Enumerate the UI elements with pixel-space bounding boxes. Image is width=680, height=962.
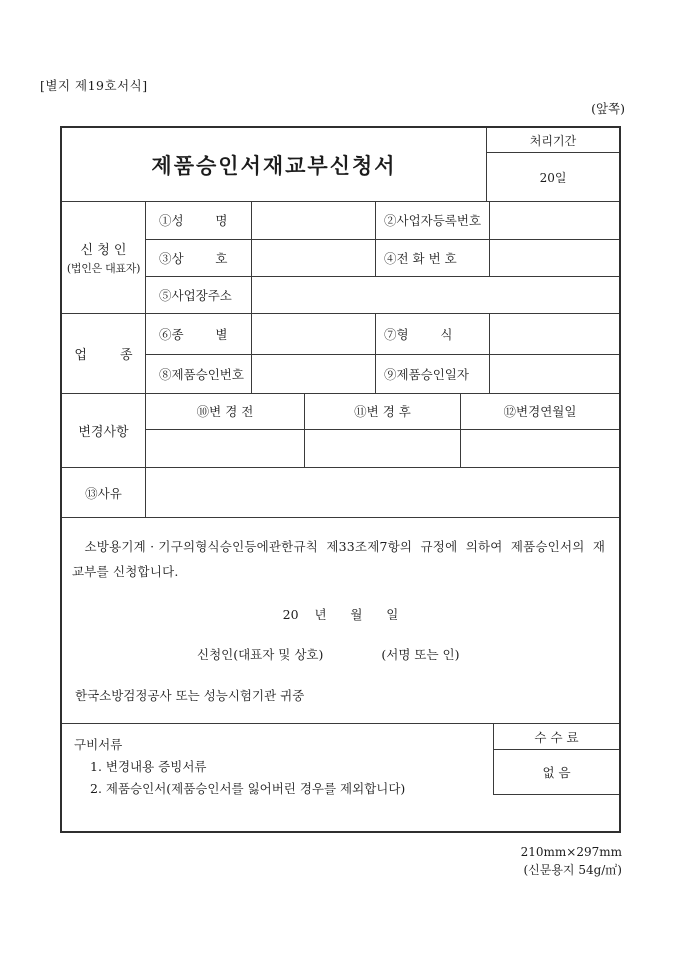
applicant-rows	[146, 202, 619, 313]
signature-gap	[323, 645, 381, 663]
attachments-section	[62, 723, 619, 831]
declaration-date-line: 20 년 월 일	[282, 607, 399, 622]
approval-no-label: ⑧제품승인번호	[146, 355, 252, 394]
form-title: 제품승인서재교부신청서	[151, 152, 397, 178]
processing-period-label: 처리기간	[487, 128, 619, 153]
phone-label: ④전 화 번 호	[376, 240, 490, 277]
address-label: ⑤사업장주소	[146, 277, 252, 313]
page-footer	[521, 843, 622, 879]
page-side-label: (앞쪽)	[591, 101, 625, 116]
business-row-category	[146, 314, 619, 354]
change-date-field	[461, 430, 619, 467]
model-field	[490, 314, 619, 354]
attachment-item: 2. 제품승인서(제품승인서를 잃어버린 경우를 제외합니다)	[90, 781, 406, 796]
business-section	[62, 313, 619, 393]
declaration-statement-line1: 소방용기계 · 기구의형식승인등에관한규칙 제33조제7항의 규정에 의하여 제품승인서의 재	[72, 539, 606, 554]
declaration-section	[62, 517, 619, 723]
attachments-title: 구비서류	[74, 737, 123, 752]
paper-spec-note: (신문용지 54g/㎡)	[523, 863, 622, 877]
trade-name-label: ③상 호	[146, 240, 252, 277]
processing-period-box	[486, 128, 619, 201]
model-label: ⑦형 식	[376, 314, 490, 354]
processing-period-value: 20일	[539, 170, 567, 185]
reason-section	[62, 467, 619, 517]
signature-line	[72, 645, 609, 663]
applicant-row-name	[146, 202, 619, 239]
business-rows	[146, 314, 619, 393]
approval-date-field	[490, 355, 619, 394]
changes-header-row	[146, 394, 619, 429]
business-row-header	[62, 314, 146, 393]
changes-rows	[146, 394, 619, 467]
declaration-statement-line2: 교부를 신청합니다.	[72, 564, 179, 579]
change-after-field	[305, 430, 461, 467]
applicant-section	[62, 201, 619, 313]
category-field	[252, 314, 376, 354]
change-before-field	[146, 430, 305, 467]
reason-field	[146, 468, 619, 517]
business-row-header-text: 업 종	[74, 348, 133, 363]
business-row-approval	[146, 354, 619, 394]
signer-label: 신청인(대표자 및 상호)	[197, 647, 324, 662]
fee-label: 수 수 료	[494, 724, 619, 750]
changes-section	[62, 393, 619, 467]
fee-box	[493, 724, 619, 795]
name-label: ①성 명	[146, 202, 252, 239]
recipient-line: 한국소방검정공사 또는 성능시험기관 귀중	[75, 688, 305, 703]
fee-value: 없 음	[542, 765, 571, 780]
applicant-row-trade-name	[146, 239, 619, 277]
application-form-table	[60, 126, 621, 833]
reason-label: ⑬사유	[62, 468, 146, 517]
business-reg-no-label: ②사업자등록번호	[376, 202, 490, 239]
phone-field	[490, 240, 619, 277]
category-label: ⑥종 별	[146, 314, 252, 354]
applicant-row-address	[146, 276, 619, 313]
sign-or-seal-note: (서명 또는 인)	[381, 647, 460, 662]
trade-name-field	[252, 240, 376, 277]
applicant-row-header-line2: (법인은 대표자)	[66, 262, 141, 275]
approval-date-label: ⑨제품승인일자	[376, 355, 490, 394]
change-before-label: ⑩변 경 전	[146, 394, 305, 429]
change-after-label: ⑪변 경 후	[305, 394, 461, 429]
applicant-row-header	[62, 202, 146, 313]
business-reg-no-field	[490, 202, 619, 239]
paper-size-note: 210mm×297mm	[520, 845, 622, 859]
changes-row-header-text: 변경사항	[78, 425, 129, 440]
changes-value-row	[146, 429, 619, 467]
form-code: [별지 제19호서식]	[40, 78, 148, 93]
address-field	[252, 277, 619, 313]
title-section	[62, 128, 619, 201]
applicant-row-header-line1: 신 청 인	[80, 243, 127, 258]
name-field	[252, 202, 376, 239]
changes-row-header	[62, 394, 146, 467]
attachment-item: 1. 변경내용 증빙서류	[90, 759, 207, 774]
approval-no-field	[252, 355, 376, 394]
change-date-label: ⑫변경연월일	[503, 404, 577, 420]
